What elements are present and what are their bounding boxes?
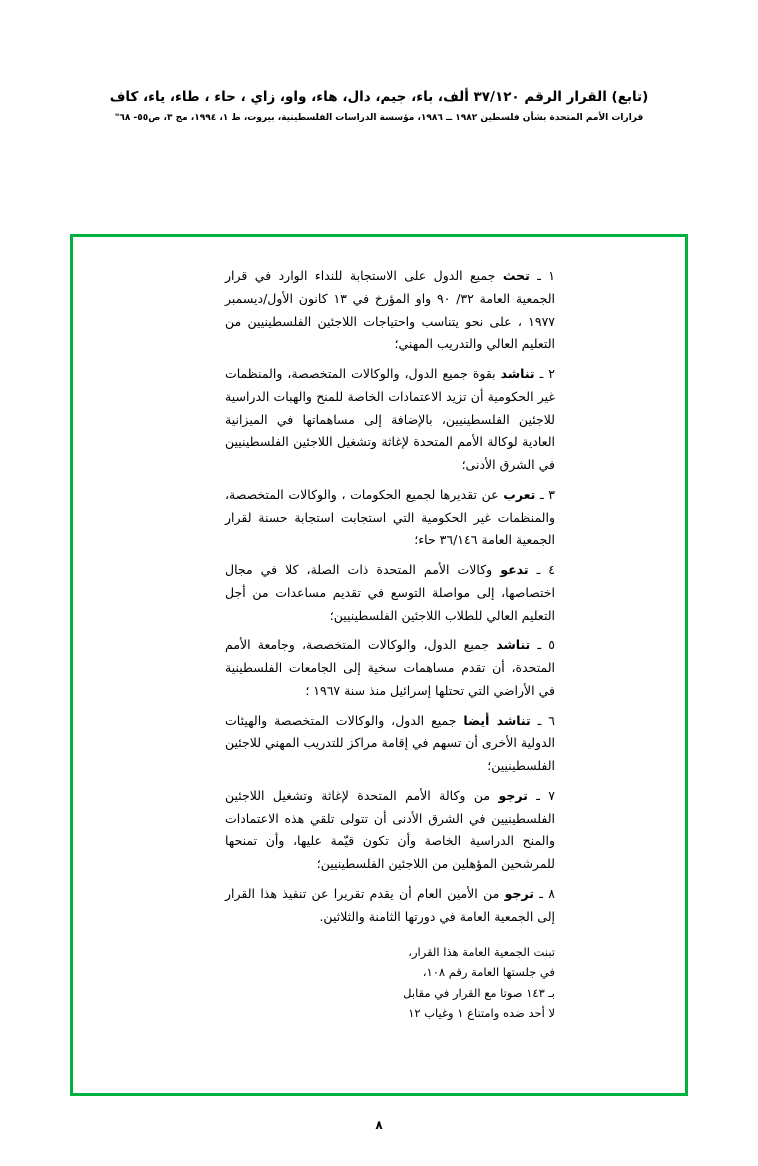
paragraph-7-number: ٧ ـ (536, 787, 555, 803)
paragraph-6-lead: تناشد أيضا (463, 712, 531, 728)
paragraph-7-text: من وكالة الأمم المتحدة لإغاثة وتشغيل اللاجئين الفلسطينيين في الشرق الأدنى أن تتولى تلقي هذه الاعتمادات والمنح الدراسية الخاصة وأن تكون قيّمة عليها، وأن تمنحها للمرشحين المؤهلين من اللاجئين الفلسطينيين؛ (225, 787, 555, 871)
resolution-body (225, 265, 555, 1023)
paragraph-5-text: جميع الدول، والوكالات المتخصصة، وجامعة الأمم المتحدة، أن تقدم مساهمات سخية إلى الجامعات الفلسطينية في الأراضي التي تحتلها إسرائيل منذ سنة ١٩٦٧ ؛ (225, 637, 555, 698)
paragraph-2-number: ٢ ـ (539, 366, 555, 381)
adoption-line-4: لا أحد ضده وامتناع ١ وغياب ١٢ (408, 1005, 555, 1020)
paragraph-1-lead: تحث (502, 268, 530, 283)
document-source-line: قرارات الأمم المتحدة بشأن فلسطين ١٩٨٢ ــ ١٩٨٦، مؤسسة الدراسات الفلسطينية، بيروت، ط ١، ١٩٩٤، مج ٣، ص٥٥- ٦٨" (114, 112, 644, 123)
paragraph-2-text: بقوة جميع الدول، والوكالات المتخصصة، والمنظمات غير الحكومية أن تزيد الاعتمادات الخاصة للمنح والهبات الدراسية للاجئين الفلسطينيين، بالإضافة إلى مساهماتها في الميزانية العادية لوكالة الأمم المتحدة لإغاثة وتشغيل اللاجئين الفلسطينيين في الشرق الأدنى؛ (225, 366, 555, 472)
paragraph-1 (225, 265, 555, 356)
document-page (0, 88, 758, 1166)
adoption-line-3: بـ ١٤٣ صوتا مع القرار في مقابل (403, 985, 555, 1000)
paragraph-8-number: ٨ ـ (539, 885, 555, 901)
paragraph-8 (225, 883, 555, 929)
paragraph-3-text: عن تقديرها لجميع الحكومات ، والوكالات المتخصصة، والمنظمات غير الحكومية التي استجابت استجابة حسنة لقرار الجمعية العامة ٣٦/١٤٦ حاء؛ (225, 486, 555, 548)
paragraph-3-number: ٣ ـ (540, 486, 556, 502)
page-header (0, 88, 758, 124)
document-title: (تابع) القرار الرقم ٣٧/١٢٠ ألف، باء، جيم، دال، هاء، واو، زاي ، حاء ، طاء، ياء، كاف (109, 89, 649, 105)
paragraph-2-lead: تناشد (500, 366, 535, 381)
paragraph-8-lead: ترجو (504, 885, 534, 901)
paragraph-4-lead: تدعو (500, 562, 529, 577)
adoption-note (225, 942, 555, 1023)
paragraph-4-text: وكالات الأمم المتحدة ذات الصلة، كلا في مجال اختصاصها، إلى مواصلة التوسع في تقديم مساعدات من أجل التعليم العالي للطلاب اللاجئين الفلسطينيين؛ (225, 562, 555, 623)
paragraph-2 (225, 363, 555, 477)
paragraph-5-lead: تناشد (496, 637, 531, 653)
paragraph-6-text: جميع الدول، والوكالات المتخصصة والهيئات الدولية الأخرى أن تسهم في إقامة مراكز للتدريب المهني للاجئين الفلسطينيين؛ (225, 712, 555, 773)
paragraph-1-number: ١ ـ (537, 268, 555, 283)
adoption-line-2: في جلستها العامة رقم ١٠٨، (422, 965, 555, 980)
paragraph-5 (225, 634, 555, 702)
paragraph-8-text: من الأمين العام أن يقدم تقريرا عن تنفيذ هذا القرار إلى الجمعية العامة في دورتها الثامنة والثلاثين. (225, 885, 555, 924)
page-number: ٨ (375, 1118, 383, 1132)
paragraph-7-lead: ترجو (498, 787, 528, 803)
paragraph-6-number: ٦ ـ (537, 712, 555, 728)
paragraph-4-number: ٤ ـ (536, 562, 555, 577)
adoption-line-1: تبنت الجمعية العامة هذا القرار، (408, 945, 555, 960)
paragraph-1-text: جميع الدول على الاستجابة للنداء الوارد في قرار الجمعية العامة ٣٢/ ٩٠ واو المؤرخ في ١٣ كانون الأول/ديسمبر ١٩٧٧ ، على نحو يتناسب واحتياجات اللاجئين الفلسطينيين من التعليم العالي والتدريب المهني؛ (225, 268, 556, 352)
content-frame (70, 234, 688, 1096)
paragraph-4 (225, 559, 555, 627)
paragraph-5-number: ٥ ـ (537, 637, 556, 653)
paragraph-3-lead: تعرب (503, 486, 536, 502)
paragraph-3 (225, 484, 555, 552)
paragraph-6 (225, 710, 555, 778)
paragraph-7 (225, 785, 555, 876)
